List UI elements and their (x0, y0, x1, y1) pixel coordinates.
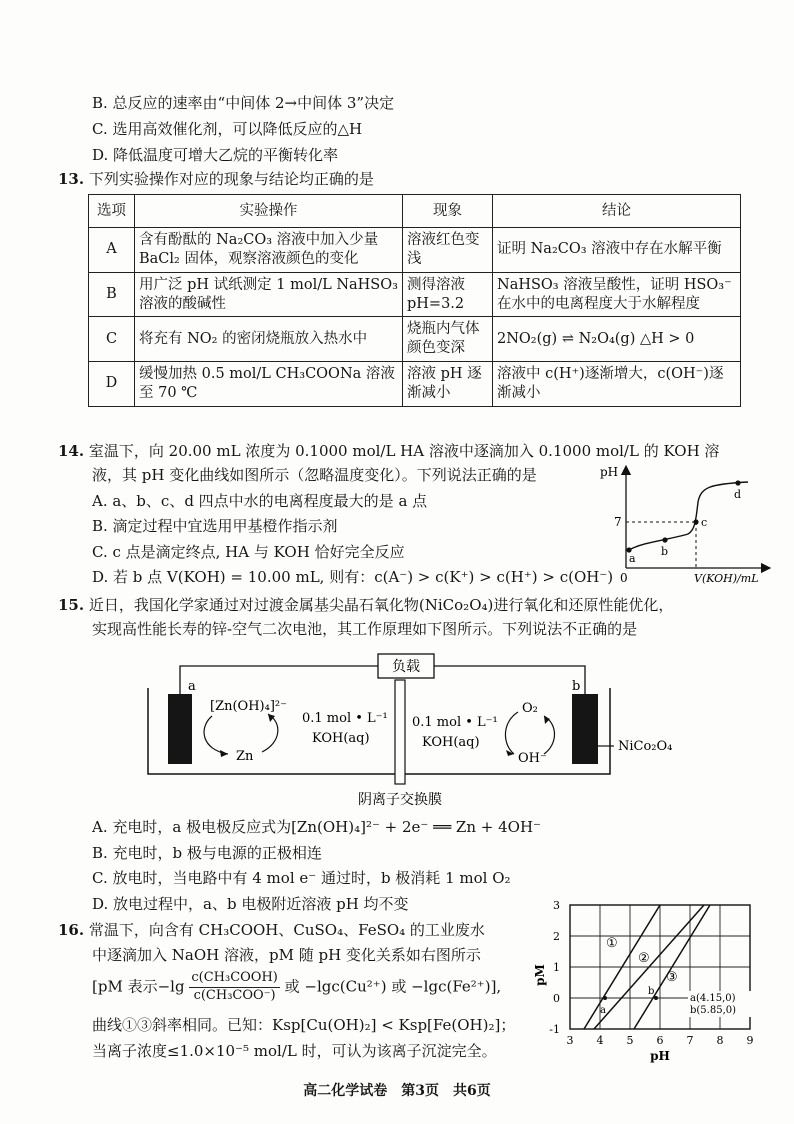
q14-stem-line1 (58, 442, 719, 462)
q15-stem-text1: 近日，我国化学家通过对过渡金属基尖晶石氧化物(NiCo₂O₄)进行氧化和还原性能优化， (88, 596, 674, 614)
q16-ytick: -1 (549, 1023, 560, 1036)
q14-point-c (693, 519, 698, 524)
q15-zinc: Zn (236, 749, 254, 764)
q13-row-option: C (89, 317, 135, 362)
q13-row-option: B (89, 272, 135, 317)
q16-y-label: pM (533, 964, 547, 986)
q15-option-b: B. 充电时，b 极与电源的正极相连 (92, 844, 322, 862)
q14-label-c: c (701, 516, 708, 529)
q13-row (89, 317, 741, 362)
q14-origin: 0 (620, 571, 628, 585)
q16-xtick: 9 (746, 1034, 754, 1047)
q16-xtick: 3 (566, 1034, 574, 1047)
q14-titration-graph (598, 462, 774, 586)
q14-option-b: B. 滴定过程中宜选用甲基橙作指示剂 (92, 517, 338, 535)
q15-option-a: A. 充电时，a 极电极反应式为[Zn(OH)₄]²⁻ + 2e⁻ ══ Zn + 4OH⁻ (92, 818, 541, 836)
q16-point-a (603, 996, 607, 1000)
q13-row-operation: 缓慢加热 0.5 mol/L CH₃COONa 溶液至 70 ℃ (135, 362, 403, 407)
q15-electrode-b (572, 694, 598, 764)
q15-electrode-a (168, 694, 192, 764)
q13-row-phenomenon: 测得溶液 pH=3.2 (403, 272, 493, 317)
q13-row-conclusion: 证明 Na₂CO₃ 溶液中存在水解平衡 (493, 228, 741, 273)
page-footer: 高二化学试卷 第3页 共6页 (303, 1083, 491, 1099)
q13-row (89, 272, 741, 317)
q14-tick-7: 7 (614, 515, 622, 529)
q15-battery-diagram (140, 650, 740, 822)
q16-point-b (654, 996, 658, 1000)
q16-annotation-a: a(4.15,0) (690, 993, 736, 1004)
q14-label-d: d (734, 488, 742, 501)
q16-fraction-num: c(CH₃COOH) (189, 970, 280, 988)
q14-point-b (662, 537, 667, 542)
q13-row-operation: 含有酚酞的 Na₂CO₃ 溶液中加入少量 BaCl₂ 固体，观察溶液颜色的变化 (135, 228, 403, 273)
q15-koh-left: KOH(aq) (312, 731, 370, 746)
q16-fraction (189, 970, 280, 1005)
q15-koh-right: KOH(aq) (422, 735, 480, 750)
q16-curve-label-1: ① (606, 936, 618, 951)
q13-header-operation: 实验操作 (135, 195, 403, 228)
q15-number: 15. (58, 596, 85, 614)
q15-option-d: D. 放电过程中，a、b 电极附近溶液 pH 均不变 (92, 895, 409, 913)
q15-stem-line2: 实现高性能长寿的锌-空气二次电池，其工作原理如下图所示。下列说法不正确的是 (92, 620, 638, 638)
q15-oxygen: O₂ (522, 701, 538, 716)
q16-ytick: 3 (553, 899, 560, 912)
q15-conc-right: 0.1 mol • L⁻¹ (412, 715, 498, 730)
q13-row-phenomenon: 溶液 pH 逐渐减小 (403, 362, 493, 407)
q13-row-conclusion: 2NO₂(g) ⇌ N₂O₄(g) △H > 0 (493, 317, 741, 362)
q16-pm-suffix: 或 −lgc(Cu²⁺) 或 −lgc(Fe²⁺)], (284, 977, 502, 996)
q13-header-conclusion: 结论 (493, 195, 741, 228)
q14-point-d (735, 480, 740, 485)
q16-curve-label-3: ③ (666, 970, 678, 985)
q14-x-label: V(KOH)/mL (694, 572, 759, 585)
q15-hydroxide: OH⁻ (518, 751, 547, 766)
q12-option-d: D. 降低温度可增大乙烷的平衡转化率 (92, 146, 339, 164)
q13-row-option: A (89, 228, 135, 273)
q16-label-b: b (648, 986, 655, 997)
q13-table (88, 194, 741, 407)
q13-header-phenomenon: 现象 (403, 195, 493, 228)
q15-option-c: C. 放电时，当电路中有 4 mol e⁻ 通过时，b 极消耗 1 mol O₂ (92, 869, 511, 887)
q14-label-b: b (661, 545, 669, 558)
q16-xtick: 5 (626, 1034, 634, 1047)
q14-label-a: a (629, 552, 636, 565)
q16-curve-label-2: ② (638, 951, 650, 966)
q13-row-phenomenon: 溶液红色变浅 (403, 228, 493, 273)
q16-ytick: 0 (553, 992, 560, 1005)
q13-number: 13. (58, 170, 85, 188)
q16-line1-text: 常温下，向含有 CH₃COOH、CuSO₄、FeSO₄ 的工业废水 (88, 921, 485, 939)
q15-wire-left (180, 666, 378, 694)
q14-stem-text1: 室温下，向 20.00 mL 浓度为 0.1000 mol/L HA 溶液中逐滴加入 0.1000 mol/L 的 KOH 溶 (88, 442, 720, 460)
q13-row-phenomenon: 烧瓶内气体颜色变深 (403, 317, 493, 362)
q16-xtick: 6 (656, 1034, 664, 1047)
q16-annotation-b: b(5.85,0) (690, 1005, 737, 1016)
q13-row-operation: 将充有 NO₂ 的密闭烧瓶放入热水中 (135, 317, 403, 362)
q15-conc-left: 0.1 mol • L⁻¹ (302, 711, 388, 726)
q14-option-d: D. 若 b 点 V(KOH) = 10.00 mL, 则有：c(A⁻) > c(K⁺) > c(H⁺) > c(OH⁻) (92, 568, 614, 586)
q16-line3 (92, 970, 501, 1005)
q16-xtick: 7 (686, 1034, 694, 1047)
q16-line1 (58, 921, 485, 941)
q15-arrow-left-lower (204, 716, 228, 754)
q13-row-conclusion: 溶液中 c(H⁺)逐渐增大，c(OH⁻)逐渐减小 (493, 362, 741, 407)
q14-option-c: C. c 点是滴定终点, HA 与 KOH 恰好完全反应 (92, 543, 405, 561)
q16-ytick: 2 (553, 930, 560, 943)
q15-arrow-right-left (505, 712, 518, 754)
q14-stem-line2: 液，其 pH 变化曲线如图所示（忽略温度变化）。下列说法正确的是 (92, 466, 537, 484)
q13-row (89, 362, 741, 407)
q16-xtick: 8 (716, 1034, 724, 1047)
q13-stem-text: 下列实验操作对应的现象与结论均正确的是 (88, 170, 374, 188)
q15-arrowhead-1 (220, 750, 228, 757)
q16-x-label: pH (650, 1049, 670, 1063)
q13-row (89, 228, 741, 273)
q16-pm-graph (530, 895, 770, 1065)
q15-label-a: a (188, 679, 196, 694)
q16-fraction-den: c(CH₃COO⁻) (193, 987, 276, 1003)
q14-y-label: pH (600, 465, 619, 479)
q15-label-b: b (572, 679, 581, 694)
q16-number: 16. (58, 921, 85, 939)
q12-option-b: B. 总反应的速率由“中间体 2→中间体 3”决定 (92, 94, 395, 112)
q16-label-a: a (600, 1005, 606, 1016)
q16-line4: 曲线①③斜率相同。已知：Ksp[Cu(OH)₂] < Ksp[Fe(OH)₂]； (92, 1016, 516, 1034)
q14-ph-curve (629, 482, 748, 550)
q16-pm-prefix: [pM 表示−lg (92, 977, 185, 996)
q15-stem-line1 (58, 596, 673, 616)
q15-membrane (395, 680, 405, 784)
q13-row-option: D (89, 362, 135, 407)
q16-xtick: 4 (596, 1034, 604, 1047)
q13-row-operation: 用广泛 pH 试纸测定 1 mol/L NaHSO₃ 溶液的酸碱性 (135, 272, 403, 317)
q16-ytick: 1 (553, 961, 560, 974)
q14-option-a: A. a、b、c、d 四点中水的电离程度最大的是 a 点 (92, 492, 428, 510)
q12-option-c: C. 选用高效催化剂，可以降低反应的△H (92, 120, 363, 138)
q15-nico-label: NiCo₂O₄ (618, 739, 673, 754)
q15-wire-right (434, 666, 585, 694)
q13-stem (58, 170, 374, 190)
q15-load-label: 负载 (392, 659, 420, 675)
q13-row-conclusion: NaHSO₃ 溶液呈酸性，证明 HSO₃⁻ 在水中的电离程度大于水解程度 (493, 272, 741, 317)
q16-line2: 中逐滴加入 NaOH 溶液，pM 随 pH 变化关系如右图所示 (92, 946, 481, 964)
q15-zincate: [Zn(OH)₄]²⁻ (210, 699, 287, 714)
q15-membrane-label: 阴离子交换膜 (358, 792, 442, 808)
q16-line5: 当离子浓度≤1.0×10⁻⁵ mol/L 时，可认为该离子沉淀完全。 (92, 1042, 497, 1060)
q14-number: 14. (58, 442, 85, 460)
q13-header-option: 选项 (89, 195, 135, 228)
